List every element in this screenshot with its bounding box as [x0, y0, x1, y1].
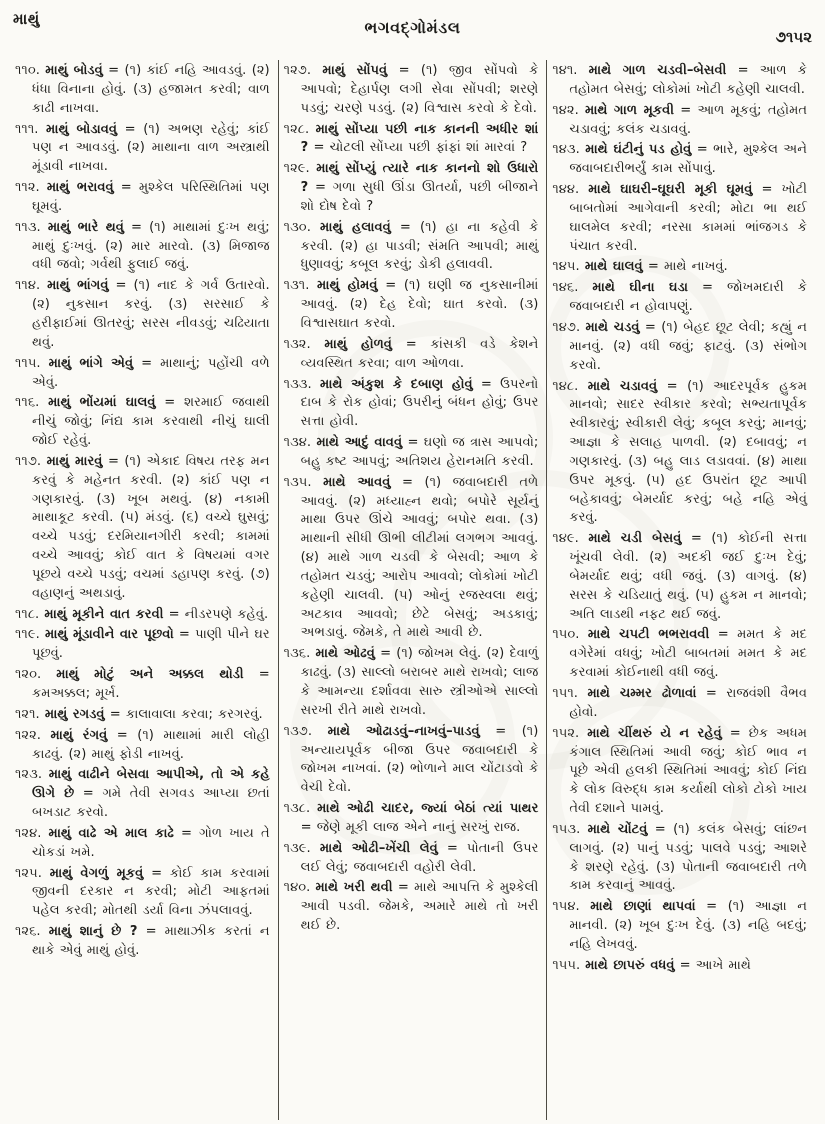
dictionary-entry — [552, 62, 807, 100]
entry-definition: = આળ કે તહોમત બેસવું; લોકોમાં ખોટી કહેણી ચાલવી. — [569, 63, 808, 97]
entry-number: ૧૧૬. — [15, 395, 49, 411]
entry-number: ૧૧૫. — [15, 355, 49, 371]
entry-definition: = (૧) આદરપૂર્વક હુકમ માનવો; સાદર સ્વીકાર કરવો; સભ્યતાપૂર્વક સ્વીકારવું; સ્વીકારી લેવું; કબૂલ કરવું; માનવું; આજ્ઞા કે સલાહ પાળવી. (૨) દબાવવું; ન ગણકારવું. (૩) બહુ લાડ લડાવવાં. (૪) માથા ઉપર મૂકવું. (૫) હદ ઉપરાંત છૂટ આપી બહેકાવવું; બેમર્યાદ કરવું; બહે નહિ એવું કરવું. — [569, 378, 808, 526]
entry-definition: = મુશ્કેલ પરિસ્થિતિમાં પણ ઘૂમવું. — [32, 180, 270, 214]
dictionary-entry — [552, 821, 807, 896]
entry-definition: = (૧) માથામાં મારી લોહી કાઢવું. (૨) માથું ફોડી નાખવું. — [32, 727, 270, 762]
entry-phrase: માથે ચડાવવું — [587, 378, 658, 394]
entry-definition: = ખોટી બાબતોમાં આગેવાની કરવી; મોટા ભા થઈ ઘાલમેલ કરવી; નરસા કામમાં ભાંજગડ કે પંચાત કરવી. — [569, 182, 808, 254]
entry-definition: = (૧) જવાબદારી તળે આવવું. (૨) મધ્યાહ્ન થવો; બપોરે સૂર્યનું માથા ઉપર ઊંચે આવવું; બપોર થવા. (૩) માથાની સીધી ઊભી લીટીમાં લગભગ આવવું. (૪) માથે ગાળ ચડવી કે બેસવી; આળ કે તહોમત ચડવું; આરોપ આવવો; લોકોમાં ખોટી કહેણી ચાલવી. (૫) ઓનું રજસ્વલા થવું; અટકાવ આવવો; છેટે બેસવું; અડકાવું; અભડાવું. જેમકે, તે માથે આવી છે. — [300, 474, 539, 641]
entry-definition: = ગળા સુધી ઊંડા ઊતર્યા, પછી બીજાને શો દોષ દેવો ? — [300, 180, 539, 214]
dictionary-entry — [15, 706, 270, 725]
entry-phrase: માથું હલાવવું — [320, 219, 391, 235]
entry-phrase: માથે ચીંથરું યે ન રહેવું — [587, 725, 722, 741]
dictionary-entry — [15, 825, 270, 863]
entry-number: ૧૫૫. — [552, 957, 586, 973]
entry-definition: = (૧) હા ના કહેવી કે કરવી. (૨) હા પાડવી; સંમતિ આપવી; માથું ધુણાવવું; કબૂલ કરવું; ડોકી હલાવવી. — [300, 219, 539, 273]
entry-phrase: માથે ગાળ મૂકવી — [584, 102, 675, 118]
dictionary-entry — [15, 766, 270, 823]
entry-definition: = (૧) એકાદ વિષય તરફ મન કરવું કે મહેનત કરવી. (૨) કાંઈ પણ ન ગણકારવું. (૩) ખૂબ મથવું. (૪) નકામી માથાકૂટ કરવી. (૫) મંડવું. (૬) વચ્ચે ઘુસવું; વચ્ચે પડવું; દરમિયાનગીરી કરવી; કામમાં વચ્ચે આવવું; કોઈ વાત કે વિષયમાં વગર પૂછયે વચ્ચે પડવું; વચમાં ડહાપણ કરવું. (૭) વહાણનું અથડાવું. — [32, 453, 270, 601]
entry-phrase: માથે ઓઢવું — [315, 646, 375, 662]
dictionary-entry — [552, 530, 807, 624]
entry-number: ૧૨૬. — [15, 924, 49, 940]
entry-number: ૧૧૭. — [15, 453, 47, 469]
entry-phrase: માથે ઘીના ઘડા — [592, 280, 688, 296]
entry-phrase: માથું મોટું અને અક્કલ થોડી — [56, 667, 244, 683]
entry-definition: = આખે માથે — [674, 957, 751, 973]
entry-number: ૧૫૨. — [552, 725, 588, 741]
entry-definition: = માથે આપત્તિ કે મુશ્કેલી આવી પડવી. જેમકે, અમારે માથે તો ખરી થઈ છે. — [300, 880, 539, 934]
entry-number: ૧૩૧. — [283, 278, 318, 294]
dictionary-entry — [552, 378, 807, 529]
dictionary-entry — [15, 62, 270, 119]
entry-definition: = (૧) નાદ કે ગર્વ ઉતારવો. (૨) નુકસાન કરવું. (૩) સરસાઈ કે હરીફાઈમાં ઊતરવું; સરસ નીવડવું; ચઢિયાતા થવું. — [32, 278, 270, 350]
dictionary-entry — [15, 923, 270, 961]
header-keyword: માથું — [13, 10, 40, 28]
entry-number: ૧૨૪. — [15, 825, 49, 841]
entry-definition: = પોતાની ઉપર લઈ લેવું; જવાબદારી વહોરી લેવી. — [300, 840, 539, 875]
entry-phrase: માથું મૂંડાવીને વાર પૂછવો — [44, 627, 174, 643]
entry-number: ૧૫૪. — [552, 899, 591, 915]
entry-definition: = કાલાવાલા કરવા; કરગરવું. — [104, 706, 263, 722]
entry-phrase: માથે ઘાલવું — [584, 259, 643, 275]
entry-phrase: માથું મૂકીને વાત કરવી — [44, 606, 164, 622]
dictionary-entry — [552, 725, 807, 819]
entry-number: ૧૧૩. — [15, 219, 48, 235]
entry-number: ૧૪૪. — [552, 182, 589, 198]
entry-definition: = છેક અધમ કંગાલ સ્થિતિમાં આવી જવું; કોઈ ભાવ ન પૂછે એવી હલકી સ્થિતિમાં આવવું; કોઈ નિંદ્ય કે લોક વિરુદ્ધ કામ કર્યાથી લોકો ટોકો ખાય તેવી દશાને પામવું. — [569, 725, 808, 817]
dictionary-entry — [284, 336, 539, 374]
dictionary-entry — [284, 160, 539, 217]
entry-phrase: માથું વાઢીને બેસવા આપીએ, તો એ કહે ઊગે છે — [32, 767, 270, 802]
entry-definition: = શરમાઈ જવાથી નીચું જોવું; નિંદ્ય કામ કરવાથી નીચું ઘાલી જોઈ રહેવું. — [32, 395, 270, 449]
entry-definition: = માથે નાખવું. — [642, 259, 728, 275]
entry-number: ૧૩૯. — [283, 840, 320, 856]
entry-definition: = (૧) આજ્ઞા ન માનવી. (૨) ખૂબ દુઃખ દેવું. (૩) નહિ બદવું; નહિ લેખવવું. — [569, 899, 808, 952]
entry-number: ૧૫૧. — [552, 686, 588, 701]
entry-number: ૧૩૪. — [283, 435, 317, 451]
entry-phrase: માથે ઓઢાડવું–નાખવું–પાડવું — [327, 723, 480, 739]
dictionary-entry — [15, 666, 270, 704]
entry-number: ૧૩૨. — [283, 336, 325, 352]
entry-phrase: માથું ભરાવવું — [46, 180, 114, 196]
entry-number: ૧૪૦. — [283, 880, 316, 896]
entry-phrase: માથું સોંપ્યું ત્યારે નાક કાનનો શો ઉધારો ? — [300, 161, 539, 196]
entry-definition: = કમઅક્કલ; મૂર્ખ. — [32, 667, 270, 701]
entry-definition: = માથાઝીક કરતાં ન થાકે એવું માથું હોવું. — [32, 924, 270, 958]
dictionary-entry — [284, 277, 539, 334]
entry-phrase: માથે આવવું — [323, 474, 391, 490]
entry-number: ૧૩૮. — [283, 801, 318, 817]
entry-definition: = ગોળ ખાય તે ચોકડાં ખમે. — [32, 825, 270, 860]
dictionary-entry — [15, 394, 270, 451]
entry-phrase: માથે ઘંટીનું પડ હોવું — [585, 142, 692, 158]
entry-phrase: માથું મારવું — [46, 453, 103, 469]
entry-phrase: માથું ભારે થવું — [47, 219, 124, 235]
column-1 — [13, 60, 275, 1120]
entry-phrase: માથું ભાંગવું — [47, 278, 109, 294]
entry-phrase: માથું સોંપવું — [322, 63, 388, 78]
dictionary-entry — [15, 606, 270, 625]
dictionary-entry — [284, 376, 539, 433]
entry-phrase: માથું રગડવું — [44, 706, 105, 722]
entry-phrase: માથે ઓઢી–ખેંચી લેવું — [319, 840, 438, 856]
page-number: ૭૧૫૨ — [775, 28, 812, 46]
dictionary-entry — [284, 879, 539, 936]
dictionary-entry — [284, 645, 539, 720]
entry-number: ૧૫૩. — [552, 821, 588, 837]
entry-number: ૧૧૯. — [15, 627, 45, 643]
entry-phrase: માથું વાઢે એ માલ કાઢે — [48, 825, 174, 841]
entry-definition: = જેણે મૂકી લાજ એને નાનું સરખું રાજ. — [300, 819, 521, 835]
entry-definition: = (૧) બેહદ છૂટ લેવી; કહ્યું ન માનવું. (૨) વધી જવું; ફાટવું. (૩) સંભોગ કરવો. — [569, 319, 808, 373]
dictionary-entry — [552, 898, 807, 955]
entry-number: ૧૪૬. — [552, 280, 593, 296]
entry-definition: = (૧) અન્યાયપૂર્વક બીજા ઉપર જવાબદારી કે જોખમ નાખવાં. (૨) ભોળાને માલ ચોંટાડવો કે વેચી દેવો. — [300, 723, 539, 796]
entry-definition: = ગમે તેવી સગવડ આપ્યા છતાં બખડાટ કરવો. — [32, 786, 270, 821]
entry-number: ૧૩૫. — [283, 474, 324, 490]
entry-phrase: માથે આદું વાવવું — [316, 435, 403, 451]
column-2 — [282, 60, 544, 1120]
entry-number: ૧૫૦. — [552, 627, 588, 643]
entry-number: ૧૨૮. — [283, 121, 316, 137]
entry-number: ૧૧૧. — [15, 121, 47, 137]
entry-definition: = (૧) અભણ રહેવું; કાંઈ પણ ન આવડવું. (૨) માથાના વાળ અસ્ત્રાથી મૂંડાવી નાખવા. — [32, 121, 270, 175]
entry-number: ૧૨૦. — [15, 667, 57, 683]
entry-phrase: માથે અંકુશ કે દબાણ હોવું — [319, 376, 473, 392]
entry-number: ૧૧૪. — [15, 278, 48, 294]
dictionary-entry — [284, 219, 539, 276]
dictionary-entry — [15, 626, 270, 664]
entry-number: ૧૩૩. — [283, 376, 320, 392]
entry-phrase: માથે ચમ્મર ઢોળાવાં — [587, 686, 697, 701]
entry-number: ૧૨૯. — [283, 161, 317, 177]
dictionary-entry — [552, 141, 807, 179]
dictionary-entry — [15, 727, 270, 765]
entry-phrase: માથું ભાંગે એવું — [48, 355, 134, 371]
entry-phrase: માથું વેગળું મૂકવું — [49, 865, 144, 881]
entry-phrase: માથે ગાળ ચડવી–બેસવી — [588, 63, 727, 78]
entry-number: ૧૨૭. — [283, 63, 323, 78]
entry-phrase: માથું સોંપ્યા પછી નાક કાનની અધીર શાં ? — [300, 121, 539, 156]
dictionary-entry — [284, 474, 539, 644]
entry-phrase: માથે ઓઢી ચાદર, જ્યાં બેઠાં ત્યાં પાથર — [317, 801, 539, 817]
dictionary-entry — [552, 957, 807, 976]
entry-phrase: માથું શાનું છે ? — [48, 924, 138, 940]
dictionary-entry — [15, 219, 270, 276]
entry-number: ૧૨૧. — [15, 706, 45, 722]
entry-number: ૧૪૯. — [552, 531, 589, 547]
dictionary-entry — [552, 319, 807, 376]
entry-number: ૧૨૩. — [15, 767, 49, 783]
entry-definition: = કાંસકી વડે કેશને વ્યવસ્થિત કરવા; વાળ ઓળવા. — [300, 336, 539, 371]
entry-phrase: માથું રંગવું — [50, 727, 108, 743]
entry-number: ૧૨૨. — [15, 727, 51, 743]
dictionary-entry — [284, 840, 539, 878]
dictionary-entry — [552, 258, 807, 277]
entry-definition: = જોખમદારી કે જવાબદારી ન હોવાપણું. — [569, 280, 807, 315]
dictionary-entry — [552, 626, 807, 683]
dictionary-entry — [284, 121, 539, 159]
entry-definition: = (૧) ઘણી જ નુકસાનીમાં આવવું. (૨) દેહ દેવો; ઘાત કરવો. (૩) વિશ્વાસઘાત કરવો. — [300, 278, 539, 331]
dictionary-entry — [15, 277, 270, 352]
entry-number: ૧૪૨. — [552, 102, 585, 118]
entry-number: ૧૩૦. — [283, 219, 320, 235]
entry-phrase: માથે છાણાં થાપવાં — [590, 899, 696, 915]
entry-definition: = ઘણો જ ત્રાસ આપવો; બહુ કષ્ટ આપવું; અતિશય હેરાનમતિ કરવી. — [300, 435, 539, 469]
dictionary-entry — [15, 355, 270, 393]
dictionary-entry — [552, 102, 807, 140]
entry-number: ૧૨૫. — [15, 865, 50, 881]
entry-definition: = કોઈ કામ કરવામાં જીવની દરકાર ન કરવી; મોટી આફતમાં પહેલ કરવી; મોતથી ડર્યા વિના ઝંપલાવવું. — [32, 865, 270, 919]
entry-definition: = પાણી પીને ઘર પૂછવું. — [32, 627, 270, 662]
entry-definition: = માથાનું; પહોંચી વળે એવું. — [32, 355, 270, 390]
dictionary-entry — [15, 865, 270, 922]
entry-number: ૧૪૧. — [552, 63, 589, 78]
entry-definition: = (૧) કલંક બેસવું; લાંછન લાગવું. (૨) પાનું પડવું; પાલવે પડવું; આશરે કે શરણે રહેવું. (૩) પોતાની જવાબદારી તળે કામ કરવાનું આવવું. — [569, 821, 808, 894]
column-3 — [550, 60, 812, 1120]
dictionary-entry — [15, 121, 270, 178]
entry-phrase: માથું ભોંયમાં ઘાલવું — [48, 395, 156, 411]
entry-number: ૧૪૭. — [552, 319, 586, 335]
entry-definition: = આળ મૂકવું; તહોમત ચડાવવું; કલંક ચડાવવું. — [569, 102, 808, 137]
entry-phrase: માથું હોમવું — [317, 278, 378, 294]
entry-definition: = ભારે, મુશ્કેલ અને જવાબદારીભર્યું કામ સોંપાવું. — [569, 142, 807, 177]
column-divider — [278, 60, 279, 1120]
dictionary-entry — [284, 434, 539, 472]
dictionary-entry — [552, 279, 807, 317]
dictionary-entry — [552, 685, 807, 723]
entry-definition: = (૧) કોઈની સત્તા ખૂંચવી લેવી. (૨) અદકી જઈ દુઃખ દેવું; બેમર્યાદ થવું; વધી જવું. (૩) વાગવું. (૪) સરસ કે ચડિયાતું થવું. (૫) હુકમ ન માનવો; અતિ લાડથી નફટ થઈ જવું. — [569, 531, 808, 622]
dictionary-entry — [15, 453, 270, 604]
dictionary-entry — [15, 179, 270, 217]
entry-definition: = (૧) કાંઈ નહિ આવડવું. (૨) ધંધા વિનાના હોવું. (૩) હજામત કરવી; વાળ કાઢી નાખવા. — [32, 63, 270, 116]
entry-columns — [13, 60, 812, 1120]
dictionary-entry — [552, 181, 807, 256]
dictionary-entry — [284, 62, 539, 119]
entry-phrase: માથે છાપરું વધવું — [585, 957, 675, 973]
entry-number: ૧૧૨. — [15, 180, 47, 196]
entry-definition: = નીડરપણે કહેવું. — [163, 606, 269, 622]
entry-definition: = મમત કે મદ વગેરેમાં વધવું; ખોટી બાબતમાં મમત કે મદ કરવામાં કોઈનાથી વધી જવું. — [569, 627, 808, 681]
entry-number: ૧૩૭. — [283, 723, 328, 739]
entry-number: ૧૪૮. — [552, 378, 588, 394]
entry-definition: = (૧) જોખમ લેવું. (૨) દેવાળું કાઢવું. (૩) સાલ્લો બરાબર માથે રાખવો; લાજ કે આમન્યા દર્શાવવા સારુ સ્ત્રીઓએ સાલ્લો સરખી રીતે માથે રાખવો. — [300, 646, 539, 718]
entry-phrase: માથે ચડી બેસવું — [588, 531, 682, 547]
entry-definition: = રાજવંશી વૈભવ હોવો. — [569, 686, 808, 720]
entry-phrase: માથું બોડાવવું — [46, 121, 118, 137]
dictionary-entry — [284, 723, 539, 798]
entry-number: ૧૩૬. — [283, 646, 316, 662]
entry-phrase: માથે ચોંટવું — [587, 821, 648, 837]
entry-phrase: માથે ઘાઘરી–ઘૂઘરી મૂકી ઘૂમવું — [588, 182, 753, 198]
entry-phrase: માથે ખરી થવી — [315, 880, 393, 896]
entry-number: ૧૪૩. — [552, 142, 586, 158]
dictionary-entry — [284, 800, 539, 838]
page-header — [13, 6, 812, 60]
entry-phrase: માથે ચપટી ભભરાવવી — [587, 627, 710, 643]
entry-phrase: માથે ચડવું — [585, 319, 640, 335]
entry-number: ૧૪૫. — [552, 259, 585, 275]
entry-definition: = ઉપરનો દાબ કે રોક હોવાં; ઉપરીનું બંધન હોવું; ઉપર સત્તા હોવી. — [300, 376, 539, 430]
entry-number: ૧૧૮. — [15, 606, 45, 622]
entry-definition: = (૧) માથામાં દુઃખ થવું; માથું દુઃખવું. (૨) માર મારવો. (૩) મિજાજ વધી જવો; ગર્વથી ફુલાઈ જવું. — [32, 219, 270, 273]
page-title: ભગવદ્ગોમંડલ — [364, 18, 461, 37]
entry-number: ૧૧૦. — [15, 63, 46, 78]
entry-definition: = ચોટલી સોંપ્યા પછી ફાંફાં શાં મારવાં ? — [308, 140, 528, 156]
entry-phrase: માથું બોડવું — [45, 63, 103, 78]
entry-definition: = (૧) જીવ સોંપવો કે આપવો; દેહાર્પણ લગી સેવા સોંપવી; શરણે પડવું; ચરણે પડવું. (૨) વિશ્વાસ કરવો કે દેવો. — [300, 63, 539, 116]
entry-phrase: માથું હોળવું — [324, 336, 392, 352]
column-divider — [546, 60, 547, 1120]
